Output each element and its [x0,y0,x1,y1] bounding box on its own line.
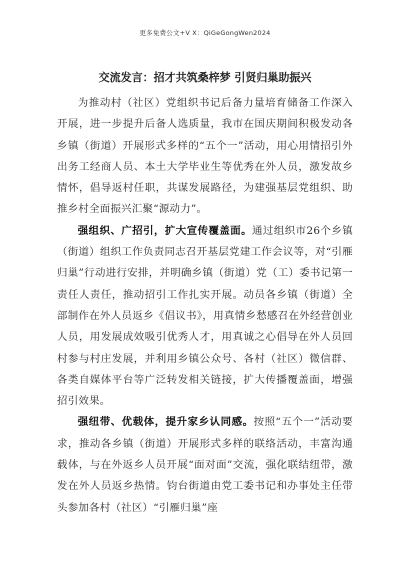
paragraph-intro [57,93,353,221]
paragraph-lead: 强组织、广招引，扩大宣传覆盖面。 [77,224,253,237]
paragraph-organization [57,221,353,413]
document-title: 交流发言：招才共筑桑梓梦 引贤归巢助振兴 [98,71,312,84]
paragraph-text: 通过组织市26个乡镇（街道）组织工作负责同志召开基层党建工作会议等，对“引雁归巢”行动进行安排，并明确乡镇（街道）党（工）委书记第一责任人责任，推动招引工作扎实开展。动员各乡镇（街道）全部制作在外人员返乡《倡议书》，用真情乡愁感召在外经营创业人员，用发展成效吸引优秀人才，用真诚之心倡导在外人员回村参与村庄发展，并利用乡镇公众号、各村（社区）微信群、各类自媒体平台等广泛转发相关链接，扩大传播覆盖面，增强招引效果。 [57,224,353,408]
paragraph-ties [57,412,353,518]
paragraph-lead: 强纽带、优载体，提升家乡认同感。 [77,416,254,429]
paragraph-text: 为推动村（社区）党组织书记后备力量培育储备工作深入开展，进一步提升后备人选质量，我市在国庆期间积极发动各乡镇（街道）开展形式多样的“五个一”活动，用心用情招引外出务工经商人员、本土大学毕业生等优秀在外人员，激发故乡情怀，倡导返村任职，共谋发展路径，为建强基层党组织、助推乡村全面振兴汇聚“源动力”。 [57,97,353,216]
header-note: 更多免费公文+V X：QiGeGongWen2024 [139,29,271,37]
paragraph-text: 按照“五个一”活动要求，推动各乡镇（街道）开展形式多样的联络活动，丰富沟通载体，与在外返乡人员开展“面对面”交流，强化联结纽带，激发在外人员返乡热情。钧台街道由党工委书记和办事处主任带头参加各村（社区）“引雁归巢”座 [57,416,353,514]
document-body [57,93,353,519]
